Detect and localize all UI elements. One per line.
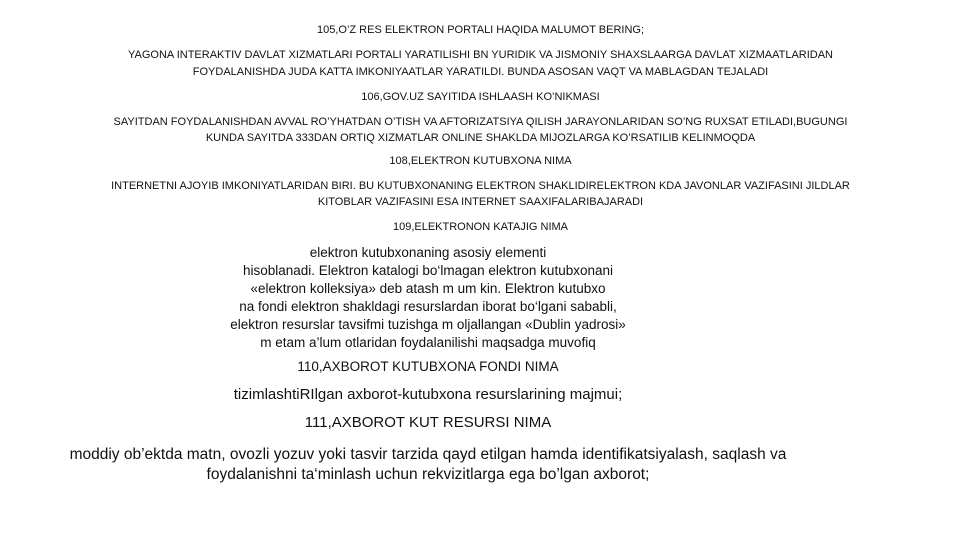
answer-108-line-2: KITOBLAR VAZIFASINI ESA INTERNET SAAXIFALARIBAJARADI [317, 196, 644, 208]
question-109: 109,ELEKTRONON KATAJIG NIMA [392, 221, 569, 233]
answer-111-line-2: foydalanishni ta‘minlash uchun rekvizitlarga ega bo’lgan axborot; [206, 466, 650, 483]
question-108: 108,ELEKTRON KUTUBXONA NIMA [389, 155, 572, 167]
answer-108-line-1: INTERNETNI AJOYIB IMKONIYATLARIDAN BIRI. BU KUTUBXONANING ELEKTRON SHAKLIDIRELEKTRON KDA JAVONLAR VAZIFASINI JILDLAR [111, 180, 850, 192]
answer-106-line-2: KUNDA SAYITDA 333DAN ORTIQ XIZMATLAR ONLINE SHAKLDA MIJOZLARGA KO’RSATILIB KELINMOQDA [205, 132, 756, 144]
answer-109-line-5: elektron resurslar tavsifmi tuzishga m oljallangan «Dublin yadrosi» [230, 317, 626, 332]
answer-106-line-1: SAYITDAN FOYDALANISHDAN AVVAL RO’YHATDAN O’TISH VA AFTORIZATSIYA QILISH JARAYONLARIDAN SO’NG RUXSAT ETILADI,BUGUNGI [113, 116, 848, 128]
answer-109-line-4: na fondi elektron shakldagi resurslardan iborat bo‘lgani sababli, [239, 299, 617, 314]
answer-110-line-1: tizimlashtiRIlgan axborot-kutubxona resurslarining majmui; [233, 386, 623, 403]
question-110: 110,AXBOROT KUTUBXONA FONDI NIMA [297, 359, 559, 374]
answer-109-line-1: elektron kutubxonaning asosiy elementi [309, 245, 547, 260]
question-106: 106,GOV.UZ SAYITIDA ISHLAASH KO’NIKMASI [361, 91, 600, 103]
answer-109-line-6: m etam a’lum otlaridan foydalanilishi maqsadga muvofiq [260, 335, 596, 350]
answer-111-line-1: moddiy ob’ektda matn, ovozli yozuv yoki tasvir tarzida qayd etilgan hamda identifikatsiyalash, saqlash va [69, 446, 787, 463]
answer-105-line-2: FOYDALANISHDA JUDA KATTA IMKONIYAATLAR YARATILDI. BUNDA ASOSAN VAQT VA MABLAGDAN TEJALADI [192, 66, 769, 78]
answer-105-line-1: YAGONA INTERAKTIV DAVLAT XIZMATLARI PORTALI YARATILISHI BN YURIDIK VA JISMONIY SHAXSLAARGA DAVLAT XIZMAATLARIDAN [128, 49, 833, 61]
question-111: 111,AXBOROT KUT RESURSI NIMA [304, 414, 552, 431]
question-105: 105,O’Z RES ELEKTRON PORTALI HAQIDA MALUMOT BERING; [316, 24, 645, 36]
answer-109-line-2: hisoblanadi. Elektron katalogi bo‘lmagan elektron kutubxonani [243, 263, 613, 278]
answer-109-line-3: «elektron kolleksiya» deb atash m um kin. Elektron kutubxo [250, 281, 606, 296]
